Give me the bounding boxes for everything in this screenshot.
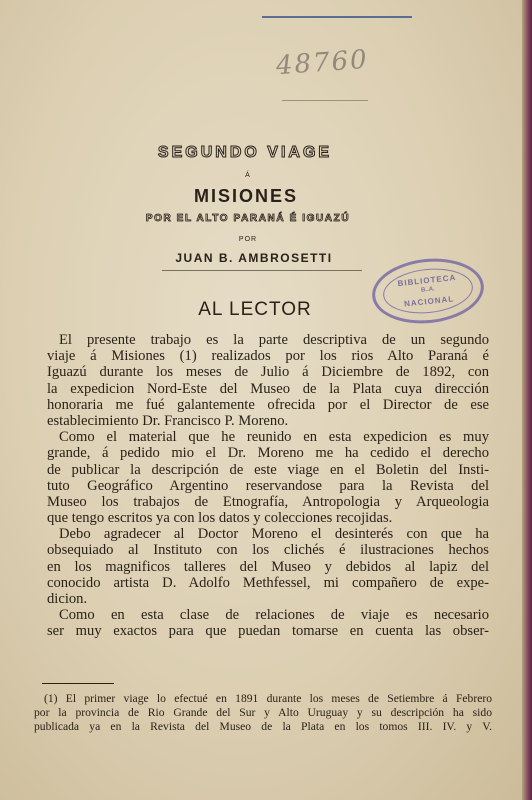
- pencil-underline: [282, 100, 368, 101]
- footnote-line: (1) El primer viage lo efectué en 1891 durante los meses de Setiembre á Febrero: [44, 692, 492, 705]
- body-line: Como el material que he reunido en esta expedicion es muy: [59, 429, 489, 446]
- body-line: obsequiado al Instituto con los clichés é ilustraciones hechos: [47, 542, 489, 559]
- body-line: Museo los trabajos de Etnografía, Antropologia y Arqueologia: [47, 493, 489, 510]
- title-misiones: MISIONES: [193, 186, 298, 206]
- body-text: [47, 332, 489, 640]
- title-segundo-viage: SEGUNDO VIAGE: [157, 144, 333, 161]
- author-name: JUAN B. AMBROSETTI: [175, 251, 333, 265]
- body-line: conocido artista D. Adolfo Methfessel, mi compañero de expe-: [47, 574, 489, 591]
- title-connector-a: Á: [245, 172, 251, 179]
- body-line: Debo agradecer al Doctor Moreno el desinterés con que ha: [59, 526, 489, 543]
- footnote-line: por la provincia de Rio Grande del Sur y Alto Uruguay y su descripción ha sido: [34, 706, 492, 719]
- library-stamp: [369, 253, 487, 328]
- body-line: honoraria me fué galantemente ofrecida por el Director de ese: [47, 396, 489, 413]
- body-line: tuto Geográfico Argentino reservandose para la Revista del: [47, 477, 489, 494]
- body-line: Iguazú durante los meses de Julio á Diciembre de 1892, con: [47, 364, 489, 381]
- body-line: El presente trabajo es la parte descriptiva de un segundo: [59, 332, 489, 348]
- title-connector-por: POR: [238, 236, 258, 243]
- top-ink-line: [262, 16, 412, 18]
- stamp-text-top: BIBLIOTECA: [397, 273, 457, 289]
- body-line: establecimiento Dr. Francisco P. Moreno.: [47, 412, 289, 429]
- footnote: [34, 692, 492, 734]
- author-underline: [162, 270, 362, 271]
- body-line: ser muy exactos para que puedan tomarse en cuenta las obser-: [47, 623, 489, 640]
- footnote-line: publicada ya en la Revista del Museo de la Plata en los tomos III. IV. y V.: [34, 720, 492, 733]
- title-subtitle: POR EL ALTO PARANÁ É IGUAZÚ: [145, 213, 351, 224]
- body-line: de publicar la descripción de este viage en el Boletin del Insti-: [47, 461, 489, 478]
- stamp-text-middle: B..A.: [420, 286, 435, 294]
- pencil-shelfmark: 48760: [275, 44, 370, 82]
- page-edge: [522, 0, 532, 800]
- body-line: viaje á Misiones (1) realizados por los rios Alto Paraná é: [47, 348, 489, 365]
- body-line: grande, á pedido mio el Dr. Moreno me ha cedido el derecho: [47, 445, 489, 462]
- body-line: que tengo escritos ya con los datos y colecciones recojidas.: [47, 510, 393, 527]
- body-line: la expedicion Nord-Este del Museo de la Plata cuya dirección: [47, 380, 489, 397]
- section-heading: AL LECTOR: [198, 299, 312, 320]
- body-line: Como en esta clase de relaciones de viaje es necesario: [59, 607, 489, 624]
- footnote-rule: [42, 683, 114, 684]
- stamp-text-bottom: NACIONAL: [403, 294, 455, 309]
- body-line: en los magnificos talleres del Museo y debidos al lapiz del: [47, 558, 489, 575]
- body-line: dicion.: [47, 591, 88, 607]
